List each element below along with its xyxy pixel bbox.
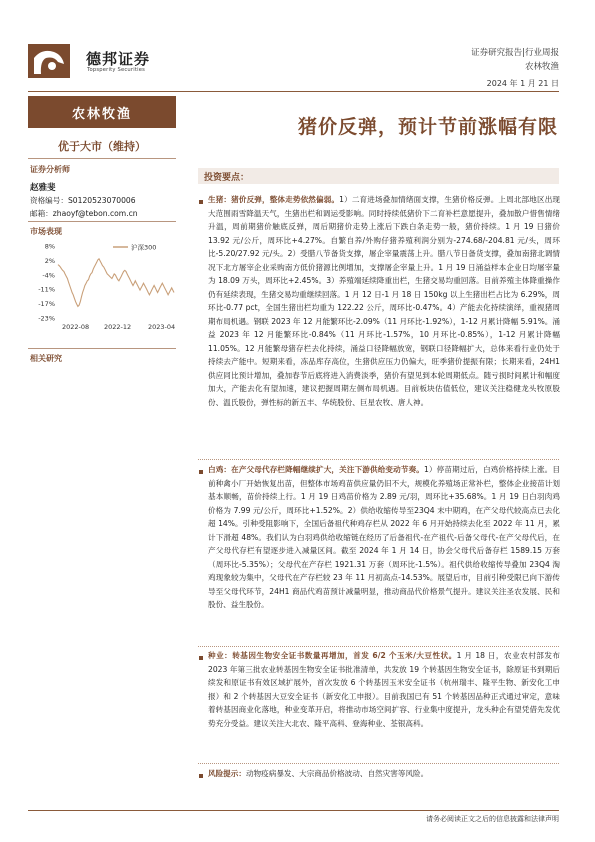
left-divider <box>28 348 176 349</box>
paragraph-seed <box>208 649 560 730</box>
left-divider <box>28 221 176 222</box>
brand-name: 德邦证券 <box>86 50 151 68</box>
paragraph-tag: 种业：转基因生物安全证书数量再增加，首发 6/2 个玉米/大豆性状。 <box>208 651 457 660</box>
paragraph-chicken <box>208 463 560 612</box>
bullet-marker <box>199 774 203 778</box>
legend-label: 沪深300 <box>131 243 157 252</box>
disclaimer: 请务必阅读正文之后的信息披露和法律声明 <box>426 815 559 823</box>
paragraph-divider <box>198 459 559 460</box>
x-tick-label: 2022-08 <box>62 323 90 331</box>
paragraph-risk <box>208 767 560 781</box>
rating: 优于大市（维持） <box>58 140 146 153</box>
y-tick-label: -4% <box>42 271 55 280</box>
paragraph-tag: 白鸡：在产父母代存栏降幅继续扩大，关注下游供给变动节奏。 <box>208 465 425 474</box>
brand-logo <box>28 44 70 78</box>
brand-name-en: Topsperity Securities <box>87 67 146 73</box>
report-type: 证券研究报告|行业周报 <box>471 48 559 58</box>
y-tick-label: -23% <box>38 314 55 323</box>
paragraph-divider <box>198 646 559 647</box>
key-points-bar <box>198 168 559 184</box>
report-title: 猪价反弹，预计节前涨幅有限 <box>297 116 558 138</box>
bullet-marker <box>199 200 203 204</box>
related-heading: 相关研究 <box>30 354 62 363</box>
paragraph-body: 1）二育进场叠加情绪面支撑，生猪价格反弹。上周北部地区出现大范围雨雪降温天气，生猪出栏和调运受影响。同时持续低猪价下二育补栏意愿提升，叠加散户惜售情绪升温，周前期猪价触底反弹，周后期猪价走势上涨后下跌白条走势一般，猪价持续。1 月 19 日猪价 13.92 元/公斤，周环比+4.27%。自繁自养/外购仔猪养殖利润分别为-274.68/-204.81 元/头，周环比-5.20/27.92 元/头。2）受腊八节备货支撑，屠企宰量震荡上升。腊八节日备货支撑，叠加南猪北调情况下北方屠宰企业采购南方低价猪源比例增加，支撑屠企宰量上升。1 月 19 日涌益样本企业日均屠宰量为 18.09 万头，周环比+2.45%。3）养殖端延续降重出栏，生猪交易均重回落。目前养殖主体降重操作仍有延续表现，生猪交易均重继续回落。1 月 12 日-1 月 18 日 150kg 以上生猪出栏占比为 6.29%，周环比-0.77 pct，全国生猪出栏均重为 122.22 公斤，周环比-0.47%。4）产能去化持续演绎，重视猪周期布局机遇。钢联 2023 年 12 月能繁环比-2.09%（11 月环比-1.92%），1-12 月累计降幅 5.91%。涌益 2023 年 12 月能繁环比-0.84%（11 月环比-1.57%，10 月环比-0.85%），1-12 月累计降幅 11.05%。12 月能繁母猪存栏去化持续，涌益口径降幅放宽，钢联口径降幅扩大，总体来看行业仍处于持续去产能中。短期来看，冻品库存高位，生猪供应压力仍偏大，旺季猪价提振有限；长期来看，24H1 供应同比预计增加，叠加春节后底将进入消费淡季，猪价有望见到本轮周期低点。随亏损时间累计和幅度加大，产能去化有望加速，建议把握周期左侧布局机遇。目前板块估值低位，建议关注稳健龙头牧原股份、温氏股份，弹性标的新五丰、华统股份、巨星农牧、唐人神。 <box>208 195 561 407</box>
x-tick-label: 2023-04 <box>148 323 176 331</box>
report-date: 2024 年 1 月 21 日 <box>486 79 559 88</box>
paragraph-divider <box>198 763 559 764</box>
paragraph-body: 1）停苗期过后，白鸡价格持续上涨。目前种禽小厂开始恢复出苗，但整体市场鸡苗供应量仍旧不大，规模化养殖场正常补栏，整体企业接苗计划基本顺畅，苗价持续上行。1 月 19 日鸡苗价格为 2.89 元/羽，周环比+35.68%。1 月 19 日白羽肉鸡价格为 7.99 元/公斤，周环比+1.52%。2）供给收缩传导至23Q4 末中期鸡，在产父母代较高点已去化超 14%。引种受阻影响下，全国后备祖代种鸡存栏从 2022 年 6 月开始持续去化至 2022 年 11 月，累计下滑超 48%。我们认为白羽鸡供给收缩链在经历了后备祖代-在产祖代-后备父母代-在产父母代后，在产父母代存栏有望逐步进入减量区间。截至 2024 年 1 月 14 日，协会父母代后备存栏 1589.15 万套（周环比-5.35%）；父母代在产存栏 1921.31 万套（周环比-1.5%）。祖代供给收缩传导叠加 23Q4 淘鸡现象较为集中，父母代在产存栏较 23 年 11 月初高点-14.53%。展望后市，目前引种受限已向下游传导至父母代环节，24H1 商品代鸡苗预计减量明显，推动商品代价格景气提升。建议关注圣农发展、民和股份、益生股份。 <box>208 465 560 609</box>
series-line <box>58 259 174 307</box>
analyst-email: 邮箱：zhaoyf@tebon.com.cn <box>30 209 138 218</box>
market-heading: 市场表现 <box>30 227 62 236</box>
paragraph-tag: 生猪：猪价反弹，整体走势依然偏弱。 <box>208 195 340 204</box>
key-points-label: 投资要点： <box>204 173 250 183</box>
y-tick-label: -11% <box>38 285 55 294</box>
paragraph-pig <box>208 193 560 409</box>
x-tick-label: 2022-12 <box>104 323 132 331</box>
left-divider <box>28 158 176 159</box>
paragraph-body: 动物疫病暴发、大宗商品价格波动、自然灾害等风险。 <box>245 769 429 778</box>
paragraph-body: 1 月 18 日，农业农村部发布 2023 年第三批农业转基因生物安全证书批准清单，共发放 19 个转基因生物安全证书，除原证书到期后续发和原证书有效区域扩展外，首次发放 6 个转基因玉米安全证书（杭州瑞丰、隆平生物、新安化工申报）和 2 个转基因大豆安全证书（新安化工申报）。目前我国已有 51 个转基因品种正式通过审定，意味着转基因商业化落地，种业变革开启，将推动市场空间扩容、行业集中度提升，龙头种企有望凭借先发优势充分受益。建议关注大北农、隆平高科、登海种业、荃银高科。 <box>208 651 560 728</box>
analyst-cert: 资格编号：S0120523070006 <box>30 196 136 205</box>
report-sector: 农林牧渔 <box>524 62 559 72</box>
bullet-marker <box>199 656 203 660</box>
y-tick-label: 2% <box>44 256 55 265</box>
footer-divider <box>28 810 559 811</box>
paragraph-tag: 风险提示： <box>208 769 246 778</box>
bullet-marker <box>199 470 203 474</box>
y-tick-label: 8% <box>44 242 55 251</box>
header-divider <box>28 91 559 92</box>
analyst-name: 赵雅斐 <box>30 183 56 193</box>
y-tick-label: -17% <box>38 300 55 309</box>
sector-banner: 农林牧渔 <box>28 96 176 128</box>
market-chart <box>28 240 178 340</box>
analyst-heading: 证券分析师 <box>30 165 70 174</box>
